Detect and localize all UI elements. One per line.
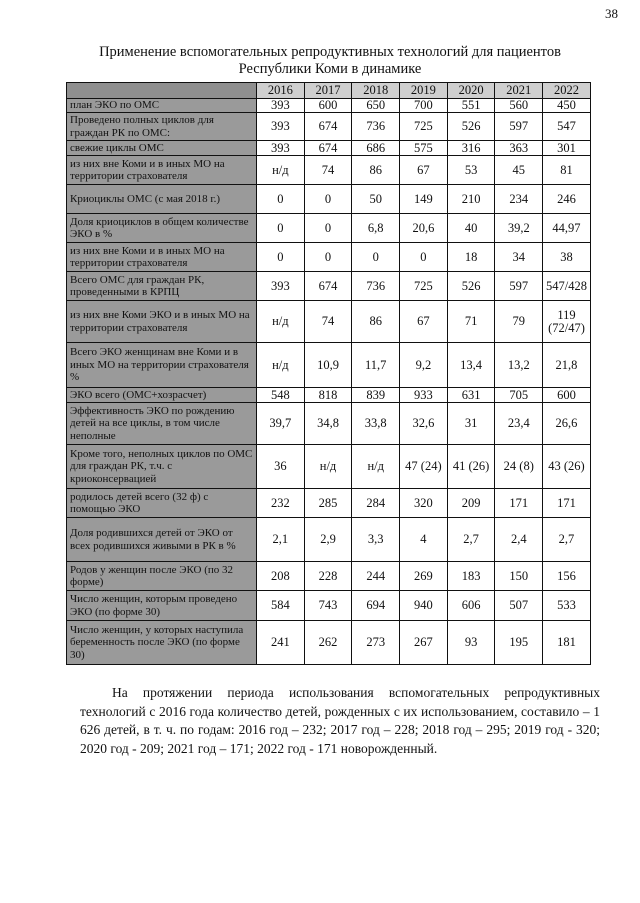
year-header: 2021 [495, 83, 543, 99]
value-cell: 548 [257, 388, 305, 403]
value-cell: 67 [400, 156, 448, 185]
value-cell: 10,9 [304, 343, 352, 388]
row-label: Число женщин, у которых наступила беременность после ЭКО (по форме 30) [67, 621, 257, 665]
value-cell: 575 [400, 141, 448, 156]
value-cell: 4 [400, 518, 448, 562]
value-cell: 526 [447, 272, 495, 301]
row-label: из них вне Коми и в иных МО на территории страхователя [67, 243, 257, 272]
value-cell: 6,8 [352, 214, 400, 243]
value-cell: 0 [304, 214, 352, 243]
row-label: Кроме того, неполных циклов по ОМС для граждан РК, т.ч. с криоконсервацией [67, 445, 257, 489]
value-cell: 363 [495, 141, 543, 156]
value-cell: 262 [304, 621, 352, 665]
value-cell: 208 [257, 562, 305, 591]
table-row [67, 301, 591, 343]
year-header: 2019 [400, 83, 448, 99]
value-cell: 79 [495, 301, 543, 343]
value-cell: 2,1 [257, 518, 305, 562]
value-cell: 393 [257, 141, 305, 156]
year-header: 2017 [304, 83, 352, 99]
value-cell: 600 [304, 99, 352, 113]
value-cell: 24 (8) [495, 445, 543, 489]
value-cell: 0 [257, 243, 305, 272]
table-row [67, 141, 591, 156]
value-cell: 320 [400, 489, 448, 518]
value-cell: 195 [495, 621, 543, 665]
value-cell: 0 [304, 185, 352, 214]
value-cell: 2,9 [304, 518, 352, 562]
value-cell: 47 (24) [400, 445, 448, 489]
row-label: Родов у женщин после ЭКО (по 32 форме) [67, 562, 257, 591]
row-label: ЭКО всего (ОМС+хозрасчет) [67, 388, 257, 403]
row-label: родилось детей всего (32 ф) с помощью ЭКО [67, 489, 257, 518]
value-cell: 267 [400, 621, 448, 665]
value-cell: 674 [304, 272, 352, 301]
value-cell: 119 (72/47) [543, 301, 591, 343]
value-cell: н/д [257, 156, 305, 185]
value-cell: 2,4 [495, 518, 543, 562]
value-cell: 31 [447, 403, 495, 445]
value-cell: 606 [447, 591, 495, 621]
row-label: из них вне Коми и в иных МО на территории страхователя [67, 156, 257, 185]
value-cell: 181 [543, 621, 591, 665]
value-cell: 33,8 [352, 403, 400, 445]
value-cell: 316 [447, 141, 495, 156]
value-cell: 694 [352, 591, 400, 621]
value-cell: 32,6 [400, 403, 448, 445]
value-cell: 725 [400, 113, 448, 141]
value-cell: 13,2 [495, 343, 543, 388]
header-corner-cell [67, 83, 257, 99]
row-label: из них вне Коми ЭКО и в иных МО на территории страхователя [67, 301, 257, 343]
value-cell: 686 [352, 141, 400, 156]
value-cell: 547 [543, 113, 591, 141]
value-cell: 584 [257, 591, 305, 621]
value-cell: 526 [447, 113, 495, 141]
value-cell: 183 [447, 562, 495, 591]
value-cell: 597 [495, 272, 543, 301]
value-cell: 38 [543, 243, 591, 272]
value-cell: 736 [352, 272, 400, 301]
value-cell: 631 [447, 388, 495, 403]
row-label: свежие циклы ОМС [67, 141, 257, 156]
year-header: 2020 [447, 83, 495, 99]
table-row [67, 243, 591, 272]
table-header-row [67, 83, 591, 99]
table-row [67, 403, 591, 445]
value-cell: 210 [447, 185, 495, 214]
row-label: Криоциклы ОМС (с мая 2018 г.) [67, 185, 257, 214]
row-label: Проведено полных циклов для граждан РК по ОМС: [67, 113, 257, 141]
value-cell: 0 [352, 243, 400, 272]
value-cell: 232 [257, 489, 305, 518]
value-cell: 269 [400, 562, 448, 591]
table-row [67, 343, 591, 388]
value-cell: 150 [495, 562, 543, 591]
value-cell: н/д [352, 445, 400, 489]
value-cell: 736 [352, 113, 400, 141]
value-cell: н/д [257, 343, 305, 388]
value-cell: 0 [257, 214, 305, 243]
table-row [67, 99, 591, 113]
value-cell: 393 [257, 272, 305, 301]
value-cell: 285 [304, 489, 352, 518]
title-line-1: Применение вспомогательных репродуктивных технологий для пациентов [99, 44, 561, 60]
value-cell: 21,8 [543, 343, 591, 388]
paragraph-text: На протяжении периода использования вспомогательных репродуктивных технологий с 2016 года количество детей, рожденных с их использованием, составило – 1 626 детей, в т. ч. по годам: 2016 год – 232; 2017 год – 228; 2018 год – 295; 2019 год - 320; 2020 год - 209; 2021 год – 171; 2022 год - 171 новорожденный. [80, 685, 600, 756]
value-cell: 36 [257, 445, 305, 489]
value-cell: 44,97 [543, 214, 591, 243]
table-row [67, 518, 591, 562]
value-cell: 149 [400, 185, 448, 214]
value-cell: 940 [400, 591, 448, 621]
value-cell: 705 [495, 388, 543, 403]
value-cell: 11,7 [352, 343, 400, 388]
value-cell: 507 [495, 591, 543, 621]
value-cell: 156 [543, 562, 591, 591]
value-cell: 650 [352, 99, 400, 113]
value-cell: 234 [495, 185, 543, 214]
table-row [67, 621, 591, 665]
table-row [67, 489, 591, 518]
value-cell: 674 [304, 141, 352, 156]
value-cell: 3,3 [352, 518, 400, 562]
value-cell: 39,7 [257, 403, 305, 445]
value-cell: 933 [400, 388, 448, 403]
value-cell: 301 [543, 141, 591, 156]
value-cell: 34,8 [304, 403, 352, 445]
row-label: Доля родившихся детей от ЭКО от всех родившихся живыми в РК в % [67, 518, 257, 562]
value-cell: 0 [257, 185, 305, 214]
table-row [67, 272, 591, 301]
value-cell: 171 [543, 489, 591, 518]
value-cell: 284 [352, 489, 400, 518]
value-cell: 18 [447, 243, 495, 272]
value-cell: н/д [257, 301, 305, 343]
value-cell: 450 [543, 99, 591, 113]
value-cell: 71 [447, 301, 495, 343]
summary-paragraph [80, 684, 600, 758]
table-row [67, 591, 591, 621]
value-cell: 241 [257, 621, 305, 665]
value-cell: 0 [304, 243, 352, 272]
value-cell: 53 [447, 156, 495, 185]
value-cell: 2,7 [543, 518, 591, 562]
table-row [67, 156, 591, 185]
table-row [67, 185, 591, 214]
value-cell: 533 [543, 591, 591, 621]
value-cell: 725 [400, 272, 448, 301]
value-cell: 41 (26) [447, 445, 495, 489]
value-cell: 700 [400, 99, 448, 113]
value-cell: 26,6 [543, 403, 591, 445]
value-cell: 40 [447, 214, 495, 243]
value-cell: 45 [495, 156, 543, 185]
value-cell: 43 (26) [543, 445, 591, 489]
row-label: Эффективность ЭКО по рождению детей на все циклы, в том числе неполные [67, 403, 257, 445]
value-cell: 34 [495, 243, 543, 272]
value-cell: 93 [447, 621, 495, 665]
table-row [67, 445, 591, 489]
value-cell: 20,6 [400, 214, 448, 243]
year-header: 2022 [543, 83, 591, 99]
table-row [67, 562, 591, 591]
value-cell: 244 [352, 562, 400, 591]
value-cell: 551 [447, 99, 495, 113]
value-cell: 23,4 [495, 403, 543, 445]
value-cell: 273 [352, 621, 400, 665]
value-cell: 560 [495, 99, 543, 113]
art-statistics-table [66, 82, 591, 665]
row-label: Число женщин, которым проведено ЭКО (по форме 30) [67, 591, 257, 621]
value-cell: 0 [400, 243, 448, 272]
value-cell: 13,4 [447, 343, 495, 388]
page-number: 38 [605, 6, 618, 21]
table-row [67, 113, 591, 141]
value-cell: 818 [304, 388, 352, 403]
value-cell: 393 [257, 99, 305, 113]
value-cell: 597 [495, 113, 543, 141]
value-cell: 67 [400, 301, 448, 343]
table-row [67, 214, 591, 243]
value-cell: 39,2 [495, 214, 543, 243]
value-cell: 547/428 [543, 272, 591, 301]
value-cell: 674 [304, 113, 352, 141]
value-cell: н/д [304, 445, 352, 489]
value-cell: 74 [304, 156, 352, 185]
value-cell: 86 [352, 156, 400, 185]
value-cell: 171 [495, 489, 543, 518]
row-label: план ЭКО по ОМС [67, 99, 257, 113]
value-cell: 74 [304, 301, 352, 343]
value-cell: 743 [304, 591, 352, 621]
value-cell: 2,7 [447, 518, 495, 562]
value-cell: 246 [543, 185, 591, 214]
value-cell: 393 [257, 113, 305, 141]
row-label: Всего ОМС для граждан РК, проведенными в КРПЦ [67, 272, 257, 301]
value-cell: 600 [543, 388, 591, 403]
year-header: 2018 [352, 83, 400, 99]
row-label: Всего ЭКО женщинам вне Коми и в иных МО на территории страхователя % [67, 343, 257, 388]
row-label: Доля криоциклов в общем количестве ЭКО в % [67, 214, 257, 243]
value-cell: 209 [447, 489, 495, 518]
table-title [60, 44, 600, 78]
value-cell: 228 [304, 562, 352, 591]
table-row [67, 388, 591, 403]
value-cell: 839 [352, 388, 400, 403]
year-header: 2016 [257, 83, 305, 99]
value-cell: 9,2 [400, 343, 448, 388]
value-cell: 86 [352, 301, 400, 343]
value-cell: 81 [543, 156, 591, 185]
title-line-2: Республики Коми в динамике [238, 61, 422, 77]
value-cell: 50 [352, 185, 400, 214]
